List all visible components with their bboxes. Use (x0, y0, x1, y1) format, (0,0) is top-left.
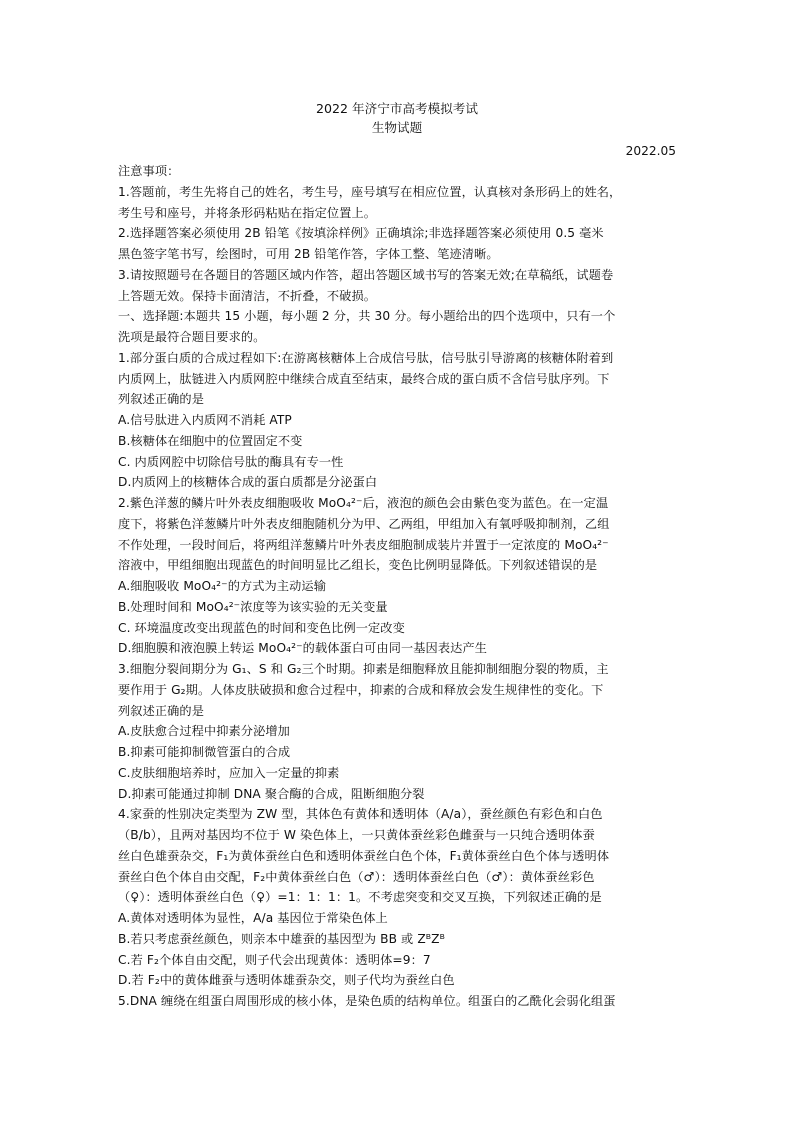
notice-line: 1.答题前，考生先将自己的姓名，考生号，座号填写在相应位置，认真核对条形码上的姓名， (118, 185, 622, 199)
question-line: 5.DNA 缠绕在组蛋白周围形成的核小体，是染色质的结构单位。组蛋白的乙酰化会弱化组蛋 (118, 994, 616, 1008)
answer-option: B.核糖体在细胞中的位置固定不变 (118, 434, 303, 448)
answer-option: D.若 F₂中的黄体雌蚕与透明体雄蚕杂交，则子代均为蚕丝白色 (118, 973, 455, 987)
answer-option: D.细胞膜和液泡膜上转运 MoO₄²⁻的载体蛋白可由同一基因表达产生 (118, 641, 487, 655)
notice-line: 黑色签字笔书写，绘图时，可用 2B 铅笔作答，字体工整、笔迹清晰。 (118, 247, 499, 261)
answer-option: C.若 F₂个体自由交配，则子代会出现黄体：透明体=9：7 (118, 953, 431, 967)
question-line: 不作处理，一段时间后，将两组洋葱鳞片叶外表皮细胞制成装片并置于一定浓度的 MoO₄²⁻ (118, 538, 609, 552)
question-line: 丝白色雄蚕杂交，F₁为黄体蚕丝白色和透明体蚕丝白色个体，F₁黄体蚕丝白色个体与透明体 (118, 849, 610, 863)
notice-line: 考生号和座号，并将条形码粘贴在指定位置上。 (118, 206, 377, 220)
answer-option: B.处理时间和 MoO₄²⁻浓度等为该实验的无关变量 (118, 600, 388, 614)
notice-line: 2.选择题答案必须使用 2B 铅笔《按填涂样例》正确填涂;非选择题答案必须使用 0.5 毫米 (118, 226, 604, 240)
section-heading: 一、选择题:本题共 15 小题，每小题 2 分，共 30 分。每小题给出的四个选项中，只有一个 (118, 309, 616, 323)
exam-subtitle: 生物试题 (371, 120, 423, 135)
question-line: （♀）：透明体蚕丝白色（♀）=1：1：1：1。不考虑突变和交叉互换，下列叙述正确的是 (118, 890, 602, 904)
question-line: 内质网上，肽链进入内质网腔中继续合成直至结束，最终合成的蛋白质不含信号肽序列。下 (118, 372, 610, 386)
answer-option: A.黄体对透明体为显性，A/a 基因位于常染色体上 (118, 911, 388, 925)
question-line: 3.细胞分裂间期分为 G₁、S 和 G₂三个时期。抑素是细胞释放且能抑制细胞分裂的物质，主 (118, 662, 609, 676)
question-line: 蚕丝白色个体自由交配，F₂中黄体蚕丝白色（♂）：透明体蚕丝白色（♂）：黄体蚕丝彩色 (118, 870, 595, 884)
question-line: 4.家蚕的性别决定类型为 ZW 型，其体色有黄体和透明体（A/a），蚕丝颜色有彩色和白色 (118, 807, 603, 821)
question-line: 度下，将紫色洋葱鳞片叶外表皮细胞随机分为甲、乙两组，甲组加入有氧呼吸抑制剂，乙组 (118, 517, 610, 531)
answer-option: B.抑素可能抑制微管蛋白的合成 (118, 745, 291, 759)
answer-option: C. 内质网腔中切除信号肽的酶具有专一性 (118, 455, 344, 469)
answer-option: C. 环境温度改变出现蓝色的时间和变色比例一定改变 (118, 621, 405, 635)
answer-option: D.抑素可能通过抑制 DNA 聚合酶的合成，阻断细胞分裂 (118, 787, 425, 801)
answer-option: A.细胞吸收 MoO₄²⁻的方式为主动运输 (118, 579, 326, 593)
answer-option: A.信号肽进入内质网不消耗 ATP (118, 413, 292, 427)
question-line: 要作用于 G₂期。人体皮肤破损和愈合过程中，抑素的合成和释放会发生规律性的变化。下 (118, 683, 604, 697)
question-line: 列叙述正确的是 (118, 392, 205, 406)
question-line: 2.紫色洋葱的鳞片叶外表皮细胞吸收 MoO₄²⁻后，液泡的颜色会由紫色变为蓝色。在一定温 (118, 496, 609, 510)
answer-option: B.若只考虑蚕丝颜色，则亲本中雄蚕的基因型为 BB 或 ZᴮZᴮ (118, 932, 445, 946)
notice-line: 上答题无效。保持卡面清洁，不折叠，不破损。 (118, 289, 377, 303)
question-line: （B/b），且两对基因均不位于 W 染色体上，一只黄体蚕丝彩色雌蚕与一只纯合透明体蚕 (118, 828, 595, 842)
section-heading: 洗项是最符合题目要求的。 (118, 330, 266, 344)
exam-date: 2022.05 (625, 144, 676, 158)
exam-title: 2022 年济宁市高考模拟考试 (316, 101, 478, 116)
notice-line: 3.请按照题号在各题目的答题区域内作答，超出答题区域书写的答案无效;在草稿纸，试题卷 (118, 268, 614, 282)
question-line: 溶液中，甲组细胞出现蓝色的时间明显比乙组长，变色比例明显降低。下列叙述错误的是 (118, 558, 598, 572)
question-line: 1.部分蛋白质的合成过程如下:在游离核糖体上合成信号肽，信号肽引导游离的核糖体附着到 (118, 351, 614, 365)
question-line: 列叙述正确的是 (118, 704, 205, 718)
notice-heading: 注意事项： (118, 164, 180, 178)
answer-option: D.内质网上的核糖体合成的蛋白质都是分泌蛋白 (118, 475, 378, 489)
answer-option: C.皮肤细胞培养时，应加入一定量的抑素 (118, 766, 340, 780)
answer-option: A.皮肤愈合过程中抑素分泌增加 (118, 724, 290, 738)
